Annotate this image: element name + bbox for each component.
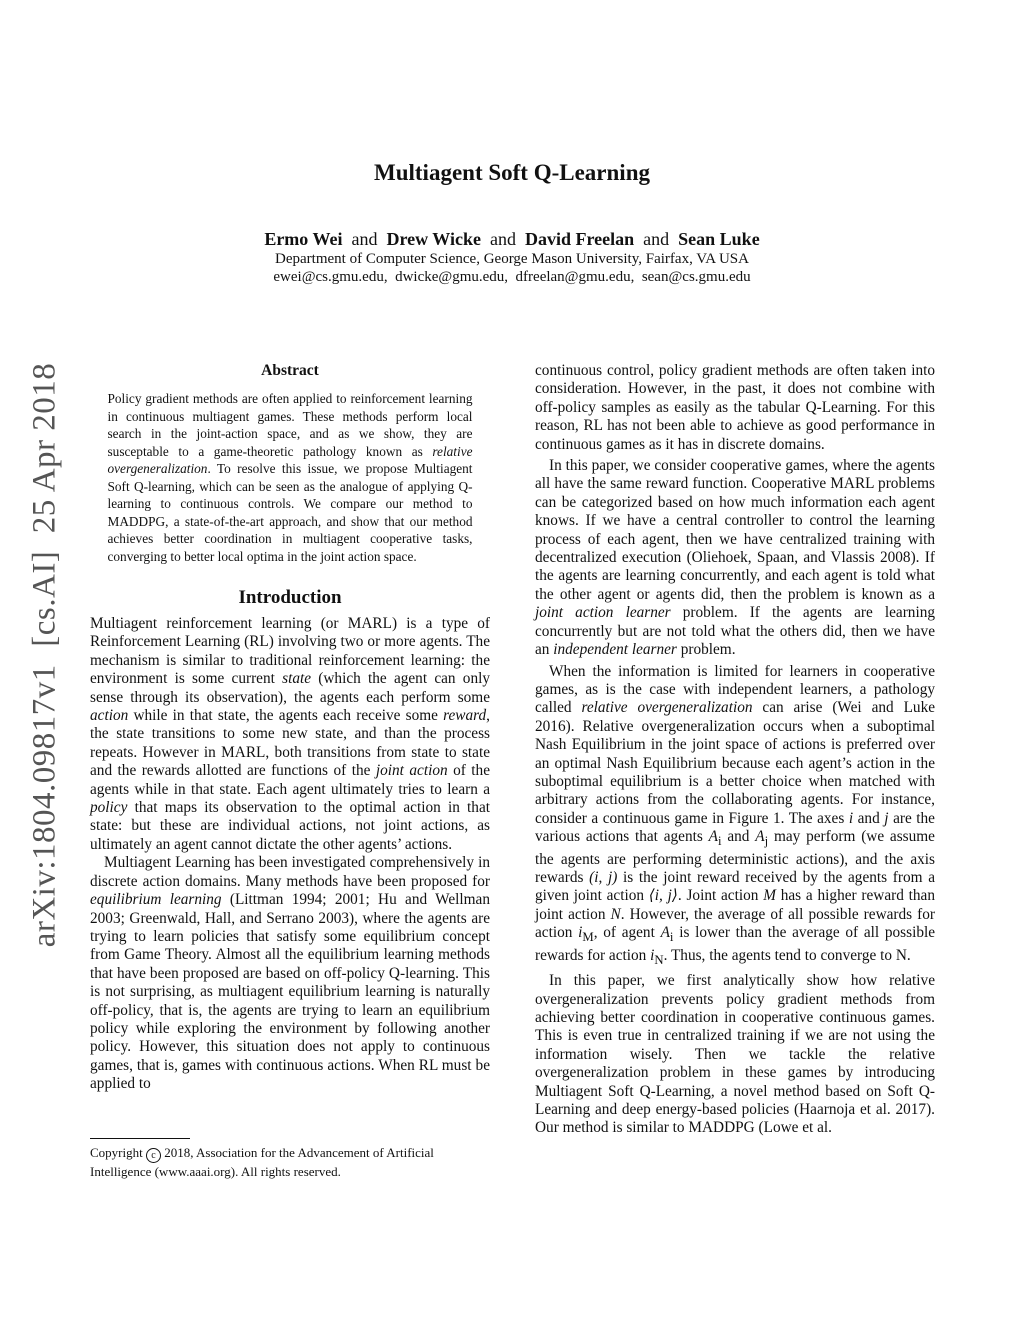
author-list bbox=[0, 229, 1024, 250]
author-separator: and bbox=[351, 229, 378, 249]
arxiv-id: arXiv:1804.09817v1 [cs.AI] 25 Apr 2018 bbox=[26, 362, 63, 948]
paragraph: When the information is limited for learners in cooperative games, as is the case with independent learners, a pathology called relative overgeneralization can arise (Wei and Luke 2016). Relative overgeneralization occurs when a suboptimal Nash Equilibrium in the joint space of actions is preferred over an optimal Nash Equilibrium because each agent’s action in the suboptimal equilibrium is a better choice when matched with arbitrary actions from the collaborating agents. For instance, consider a continuous game in Figure 1. The axes i and j are the various actions that agents $A_i$ and $A_j$ may perform (we assume the agents are performing deterministic actions), and the axis rewards (i, j) is the joint reward received by the agents from a given joint action ⟨i, j⟩. Joint action M has a higher reward than joint action N. However, the average of all possible rewards for action $i_M$, of agent $A_i$ is lower than the average of all possible rewards for action $i_N$. Thus, the agents tend to converge to N. bbox=[535, 662, 936, 967]
paragraph: Multiagent reinforcement learning (or MARL) is a type of Reinforcement Learning (RL) involving two or more agents. The mechanism is similar to traditional reinforcement learning: the environment is some current state (which the agent can only sense through its observation), the agents each perform some action while in that state, the agents each receive some reward, the state transitions to some new state, and than the process repeats. However in MARL, both transitions from state to state and the rewards allotted are functions of the joint action of the agents while in that state. Each agent ultimately tries to learn a policy that maps its observation to the optimal action in that state: but these are individual actions, not joint actions, as ultimately an agent cannot dictate the other agents’ actions. bbox=[90, 615, 490, 853]
introduction-heading: Introduction bbox=[238, 587, 342, 608]
affiliation-block bbox=[0, 250, 1024, 286]
intro-body-left bbox=[90, 615, 490, 1094]
paper-title: Multiagent Soft Q-Learning bbox=[374, 160, 650, 185]
copyright-footnote: Copyright c 2018, Association for the Advancement of Artificial Intelligence (www.aaai.org). All rights reserved. bbox=[90, 1138, 490, 1180]
abstract-heading: Abstract bbox=[261, 362, 319, 379]
paragraph: In this paper, we first analytically show how relative overgeneralization prevents policy gradient methods from achieving better coordination in cooperative continuous games. This is even true in centralized training if we are not using the information wisely. Then we tackle the relative overgeneralization problem in these games by introducing Multiagent Soft Q-Learning, a novel method based on Soft Q-Learning and deep energy-based policies (Haarnoja et al. 2017). Our method is similar to MADDPG (Lowe et al. bbox=[535, 972, 935, 1137]
author-name: Sean Luke bbox=[678, 229, 760, 249]
author-name: David Freelan bbox=[524, 229, 635, 249]
copyright-symbol: c bbox=[146, 1148, 161, 1163]
right-column bbox=[535, 362, 935, 1138]
intro-body-right bbox=[535, 362, 935, 1138]
abstract-text: Policy gradient methods are often applied to reinforcement learning in continuous multiagent games. These methods perform local search in the joint-action space, and as we show, they are susceptable to a game-theoretic pathology known as relative overgeneralization. To resolve this issue, we propose Multiagent Soft Q-learning, which can be seen as the analogue of applying Q-learning to continuous controls. We compare our method to MADDPG, a state-of-the-art approach, and show that our method achieves better coordination in multiagent cooperative tasks, converging to better local optima in the joint action space. bbox=[107, 391, 473, 564]
affiliation: Department of Computer Science, George Mason University, Fairfax, VA USA bbox=[275, 251, 749, 267]
left-column bbox=[90, 362, 490, 1094]
arxiv-sidebar bbox=[25, 362, 65, 948]
author-name: Drew Wicke bbox=[386, 229, 481, 249]
footnote-rule bbox=[90, 1138, 190, 1139]
emails: ewei@cs.gmu.edu, dwicke@gmu.edu, dfreelan@gmu.edu, sean@cs.gmu.edu bbox=[273, 269, 751, 285]
author-separator: and bbox=[489, 229, 516, 249]
paragraph: Multiagent Learning has been investigated comprehensively in discrete action domains. Many methods have been proposed for equilibrium learning (Littman 1994; 2001; Hu and Wellman 2003; Greenwald, Hall, and Serrano 2003), where the agents are trying to learn policies that satisfy some equilibrium concept from Game Theory. Almost all the equilibrium learning methods that have been proposed are based on off-policy Q-learning. This is not surprising, as multiagent equilibrium learning is naturally off-policy, that is, the agents are trying to learn an equilibrium policy while exploring the environment by following another policy. However, this situation does not apply to continuous games, that is, games with continuous actions. When RL must be applied to bbox=[90, 854, 490, 1093]
paragraph: In this paper, we consider cooperative games, where the agents all have the same reward function. Cooperative MARL problems can be categorized based on how much information each agent knows. If we have a central controller to control the learning process of each agent, then we have centralized training with decentralized execution (Oliehoek, Spaan, and Vlassis 2008). If the agents are learning concurrently, and each agent is told what the other agent or agents did, then the problem is known as a joint action learner problem. If the agents are learning concurrently but are not told what the others did, then we have an independent learner problem. bbox=[535, 457, 936, 659]
author-name: Ermo Wei bbox=[264, 229, 343, 249]
paragraph: continuous control, policy gradient methods are often taken into consideration. However, in the past, it does not combine with off-policy samples as easily as the tabular Q-Learning. For this reason, RL has not been able to achieve as good performance in continuous games as it has in discrete domains. bbox=[535, 362, 935, 453]
author-separator: and bbox=[643, 229, 670, 249]
